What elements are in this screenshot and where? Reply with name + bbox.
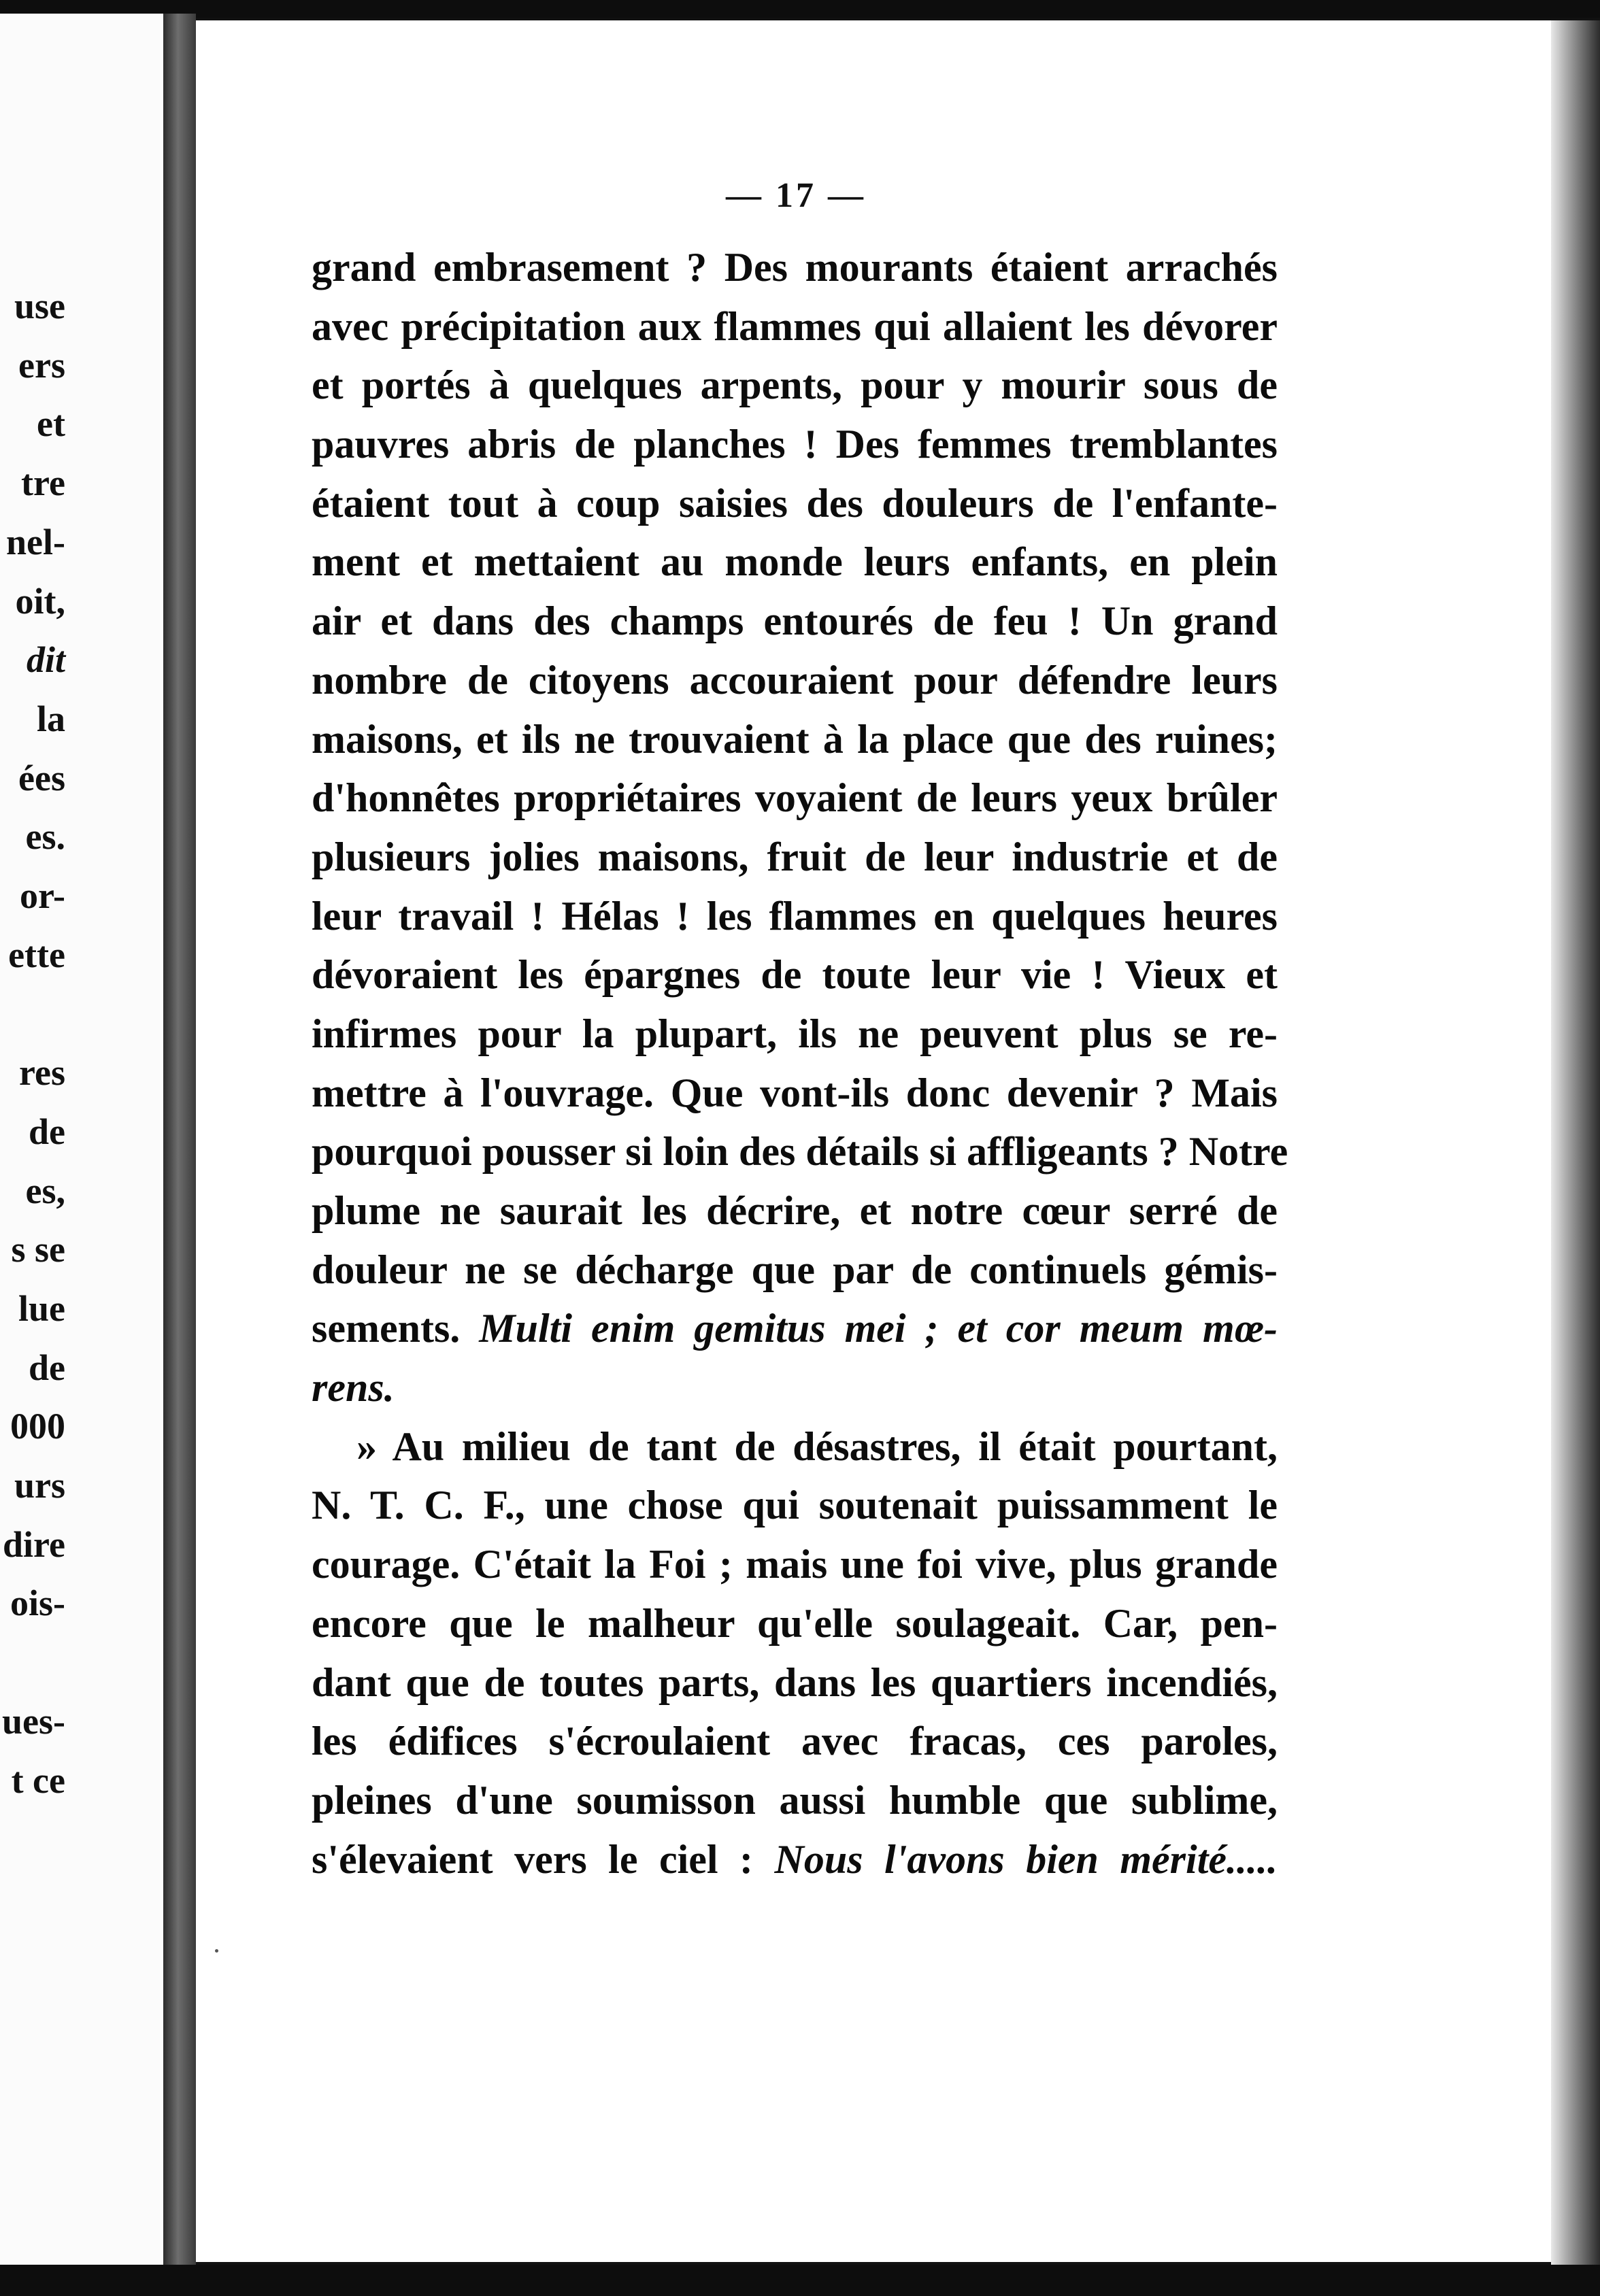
text-line: nombre de citoyens accouraient pour défendre leurs [312, 657, 1278, 703]
text-line: douleur ne se décharge que par de continuels gémis- [312, 1247, 1278, 1292]
text-line: air et dans des champs entourés de feu ! Un grand [312, 598, 1278, 644]
text-line: pleines d'une soumisson aussi humble que sublime, [312, 1777, 1278, 1823]
text-line [312, 1358, 1278, 1417]
text-line: dant que de toutes parts, dans les quartiers incendiés, [312, 1659, 1278, 1705]
facing-page-edge [0, 14, 163, 2266]
scan-speck [215, 1949, 218, 1953]
facing-page-fragment: or- [20, 875, 65, 916]
italic-quotation: Nous l'avons bien mérité..... [774, 1836, 1278, 1882]
facing-page-fragment: dit [26, 639, 65, 681]
text-line: étaient tout à coup saisies des douleurs de l'enfante- [312, 480, 1278, 526]
text-line: pauvres abris de planches ! Des femmes tremblantes [312, 422, 1278, 467]
scan-bottom-border [0, 2265, 1600, 2296]
text-line: courage. C'était la Foi ; mais une foi vive, plus grande [312, 1542, 1278, 1587]
facing-page-fragment: lue [18, 1287, 65, 1329]
text-line: et portés à quelques arpents, pour y mourir sous de [312, 362, 1278, 408]
facing-page-fragment: 000 [10, 1406, 65, 1447]
text-line: pourquoi pousser si loin des détails si affligeants ? Notre [312, 1129, 1288, 1175]
latin-quotation: Multi enim gemitus mei ; et cor meum mœ- [479, 1306, 1278, 1351]
facing-page-fragment: dire [3, 1523, 65, 1565]
facing-page-fragment: de [29, 1347, 65, 1388]
page-edge-shadow [1551, 20, 1600, 2265]
text-line: mettre à l'ouvrage. Que vont-ils donc devenir ? Mais [312, 1070, 1278, 1115]
facing-page-fragment: nel- [6, 521, 65, 562]
text-line: dévoraient les épargnes de toute leur vie ! Vieux et [312, 952, 1278, 998]
text-line: les édifices s'écroulaient avec fracas, ces paroles, [312, 1719, 1278, 1764]
text-line: N. T. C. F., une chose qui soutenait puissamment le [312, 1483, 1278, 1528]
facing-page-fragment: tre [21, 462, 65, 504]
facing-page-fragment: ois- [10, 1583, 65, 1624]
facing-page-fragment: ette [8, 934, 65, 975]
facing-page-fragment: s se [11, 1229, 65, 1270]
paragraph-start-line: » Au milieu de tant de désastres, il était pourtant, [356, 1423, 1278, 1469]
body-text [312, 238, 1288, 1889]
text-line [312, 1830, 1278, 1889]
text-segment: s'élevaient vers le ciel : [312, 1836, 754, 1882]
facing-page-fragment: urs [14, 1465, 65, 1506]
facing-page-fragment: t ce [11, 1759, 65, 1801]
facing-page-fragment: use [14, 286, 65, 326]
text-line: infirmes pour la plupart, ils ne peuvent plus se re- [312, 1011, 1278, 1056]
text-line: avec précipitation aux flammes qui allaient les dévorer [312, 303, 1278, 349]
facing-page-fragment: es. [25, 816, 65, 858]
text-line: leur travail ! Hélas ! les flammes en quelques heures [312, 893, 1278, 939]
book-gutter [163, 14, 196, 2266]
text-line: plusieurs jolies maisons, fruit de leur industrie et de [312, 834, 1278, 879]
facing-page-fragment: de [29, 1111, 65, 1152]
facing-page-fragment: la [36, 698, 65, 739]
facing-page-fragment: ues- [2, 1700, 65, 1742]
facing-page-fragment: et [37, 403, 65, 445]
scan-top-border [0, 0, 1600, 18]
text-line: maisons, et ils ne trouvaient à la place que des ruines; [312, 716, 1278, 762]
text-line: d'honnêtes propriétaires voyaient de leurs yeux brûler [312, 775, 1278, 821]
text-segment: sements. [312, 1306, 461, 1351]
facing-page-fragment: res [19, 1052, 65, 1094]
facing-page-fragment: oit, [15, 580, 65, 622]
text-line: plume ne saurait les décrire, et notre cœur serré de [312, 1188, 1278, 1233]
facing-page-fragment: es, [25, 1170, 65, 1211]
page-number: — 17 — [726, 176, 866, 215]
facing-page-fragment: ées [18, 757, 65, 798]
text-line [312, 1299, 1278, 1358]
text-line: encore que le malheur qu'elle soulageait. Car, pen- [312, 1600, 1278, 1646]
text-line: ment et mettaient au monde leurs enfants, en plein [312, 539, 1278, 585]
text-line: grand embrasement ? Des mourants étaient arrachés [312, 245, 1278, 290]
latin-quotation-end: rens. [312, 1365, 395, 1411]
facing-page-fragment: ers [18, 344, 65, 386]
